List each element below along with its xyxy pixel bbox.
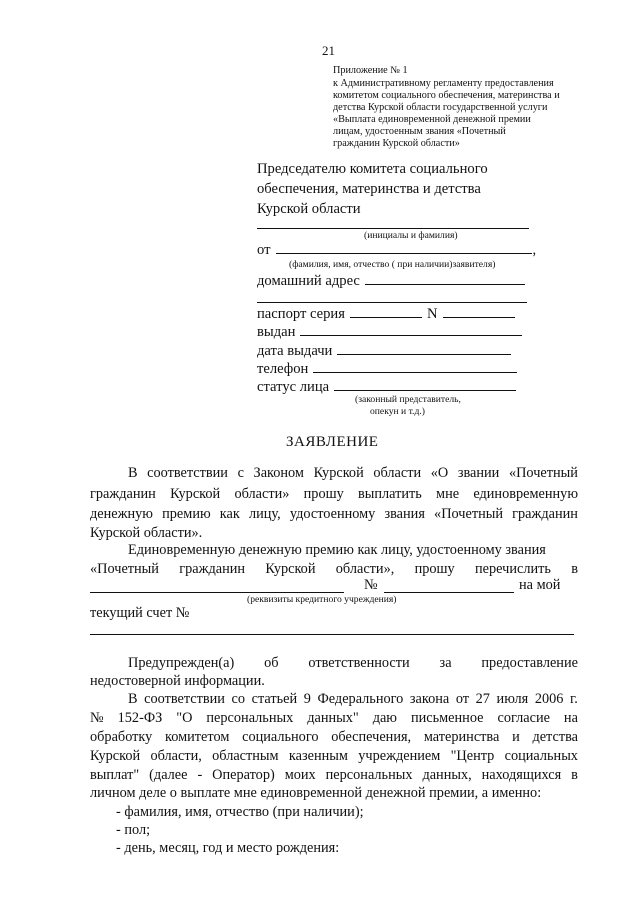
word: области», [335, 561, 395, 577]
word: учреждением [358, 748, 441, 764]
word: выплатить [358, 486, 422, 502]
word: предоставление [481, 655, 578, 671]
word: «Почетный [434, 506, 503, 522]
word: "Центр [450, 748, 495, 764]
para1-line [90, 506, 578, 523]
word: в [571, 767, 578, 783]
word: ответственности [308, 655, 410, 671]
word: гражданин [90, 486, 156, 502]
word: области [373, 465, 422, 481]
bank-number-sign: № [364, 577, 378, 593]
para3-line: недостоверной информации. [90, 673, 265, 689]
list-item: - пол; [116, 822, 151, 838]
word: за [439, 655, 452, 671]
word: выплат" [90, 767, 140, 783]
para1-line [90, 486, 578, 503]
word: В [128, 465, 138, 481]
appendix-line: гражданин Курской области» [333, 138, 460, 149]
para1-line [128, 465, 578, 482]
word: гражданин [179, 561, 246, 577]
word: денежную [90, 506, 153, 522]
hint-status-2: опекун и т.д.) [370, 406, 425, 417]
word: и [512, 729, 520, 745]
word: обработку [90, 729, 153, 745]
word: лицу, [248, 506, 281, 522]
word: закона [409, 691, 450, 707]
from-comma: , [532, 242, 537, 258]
word: казенным [288, 748, 348, 764]
word: В [128, 691, 138, 707]
para2-line: Единовременную денежную премию как лицу, удостоенному звания [128, 542, 546, 558]
appendix-line: детства Курской области государственной услуги [333, 102, 548, 113]
word: (далее [149, 767, 188, 783]
word: 9 [303, 691, 311, 707]
appendix-line: лицам, удостоенным звания «Почетный [333, 126, 506, 137]
word: Законом [253, 465, 304, 481]
word: звания [384, 506, 425, 522]
word: соответствии [147, 465, 228, 481]
word: комитетом [165, 729, 230, 745]
issued-field [257, 323, 522, 341]
appendix-line: комитетом социального обеспечения, материнства и [333, 90, 560, 101]
word: на [563, 710, 578, 726]
word: «О [430, 465, 449, 481]
word: как [219, 506, 240, 522]
word: письменное [410, 710, 484, 726]
from-blank [276, 241, 532, 254]
issue-date-field [257, 342, 511, 360]
addressee-line: Курской области [257, 201, 361, 217]
word: «Почетный [508, 465, 578, 481]
para4-line [90, 748, 578, 765]
word: с [237, 465, 244, 481]
home-address-blank [365, 272, 525, 285]
word: "О [176, 710, 193, 726]
word: июля [496, 691, 529, 707]
list-item: - день, месяц, год и место рождения: [116, 840, 340, 856]
word: социальных [504, 748, 578, 764]
word: данных, [422, 767, 472, 783]
page-number: 21 [322, 43, 335, 58]
passport-series-label: паспорт серия [257, 306, 345, 322]
para1-line: Курской области». [90, 525, 203, 541]
word: 152-ФЗ [117, 710, 163, 726]
word: Курской [90, 748, 141, 764]
word: перечислить [475, 561, 551, 577]
account-label: текущий счет № [90, 605, 190, 621]
bank-to-my: на мой [519, 577, 561, 593]
issue-date-blank [337, 342, 511, 355]
word: звании [457, 465, 500, 481]
word: соответствии [144, 691, 225, 707]
issue-date-label: дата выдачи [257, 343, 333, 359]
addressee-line: Председателю комитета социального [257, 161, 488, 177]
addressee-line: обеспечения, материнства и детства [257, 181, 481, 197]
word: Курской [170, 486, 221, 502]
list-item: - фамилия, имя, отчество (при наличии); [116, 804, 364, 820]
home-address-line-2 [257, 302, 527, 303]
word: социального [242, 729, 319, 745]
word: персональных [325, 767, 413, 783]
word: Предупрежден(а) [128, 655, 235, 671]
hint-bank: (реквизиты кредитного учреждения) [247, 594, 397, 605]
para3-line [128, 655, 578, 672]
word: материнства [423, 729, 500, 745]
word: даю [372, 710, 397, 726]
word: Курской [313, 465, 364, 481]
para4-line [90, 767, 578, 784]
word: гражданин [512, 506, 578, 522]
bank-blank [90, 592, 344, 593]
status-label: статус лица [257, 379, 330, 395]
home-address-field [257, 272, 525, 290]
hint-initials: (инициалы и фамилия) [364, 230, 458, 241]
account-blank [90, 634, 574, 635]
phone-label: телефон [257, 361, 309, 377]
appendix-line: Приложение № 1 [333, 65, 408, 76]
word: единовременную [473, 486, 578, 502]
word: персональных [206, 710, 294, 726]
word: детства [532, 729, 578, 745]
para4-line: личном деле о выплате мне единовременной денежной премии, а именно: [90, 785, 542, 801]
word: моих [284, 767, 316, 783]
from-label: от [257, 242, 271, 258]
initials-line [257, 228, 529, 229]
from-field [257, 241, 536, 259]
para4-line [90, 729, 578, 746]
word: Оператор) [212, 767, 275, 783]
word: прошу [414, 561, 455, 577]
word: обеспечения, [331, 729, 412, 745]
word: № [90, 710, 104, 726]
word: со [231, 691, 246, 707]
word: 27 [475, 691, 490, 707]
issued-blank [300, 323, 522, 336]
issued-label: выдан [257, 324, 296, 340]
word: находящихся [481, 767, 562, 783]
word: Курской [265, 561, 316, 577]
word: мне [436, 486, 460, 502]
word: об [264, 655, 279, 671]
word: согласие [497, 710, 550, 726]
hint-status-1: (законный представитель, [355, 394, 461, 405]
word: 2006 [534, 691, 564, 707]
para4-line [128, 691, 578, 708]
home-address-label: домашний адрес [257, 273, 360, 289]
appendix-line: «Выплата единовременной денежной премии [333, 114, 531, 125]
phone-blank [313, 360, 517, 373]
word: данных" [307, 710, 359, 726]
passport-number-label: N [426, 306, 438, 322]
word: в [571, 561, 578, 577]
passport-number-blank [443, 305, 515, 318]
passport-field [257, 305, 515, 323]
bank-number-blank [384, 592, 514, 593]
phone-field [257, 360, 517, 378]
word: прошу [303, 486, 344, 502]
passport-series-blank [350, 305, 422, 318]
word: г. [570, 691, 578, 707]
para4-line [90, 710, 578, 727]
word: удостоенному [289, 506, 376, 522]
word: Федерального [317, 691, 404, 707]
word: «Почетный [90, 561, 159, 577]
hint-fio: (фамилия, имя, отчество ( при наличии)заявителя) [289, 259, 496, 270]
word: статьей [251, 691, 298, 707]
appendix-line: к Административному регламенту предоставления [333, 78, 554, 89]
para2-line [90, 561, 578, 578]
word: - [197, 767, 203, 783]
word: премию [162, 506, 211, 522]
word: от [455, 691, 470, 707]
word: области, [150, 748, 202, 764]
word: области» [234, 486, 290, 502]
word: областным [212, 748, 279, 764]
status-blank [334, 378, 516, 391]
document-title: ЗАЯВЛЕНИЕ [286, 434, 379, 450]
